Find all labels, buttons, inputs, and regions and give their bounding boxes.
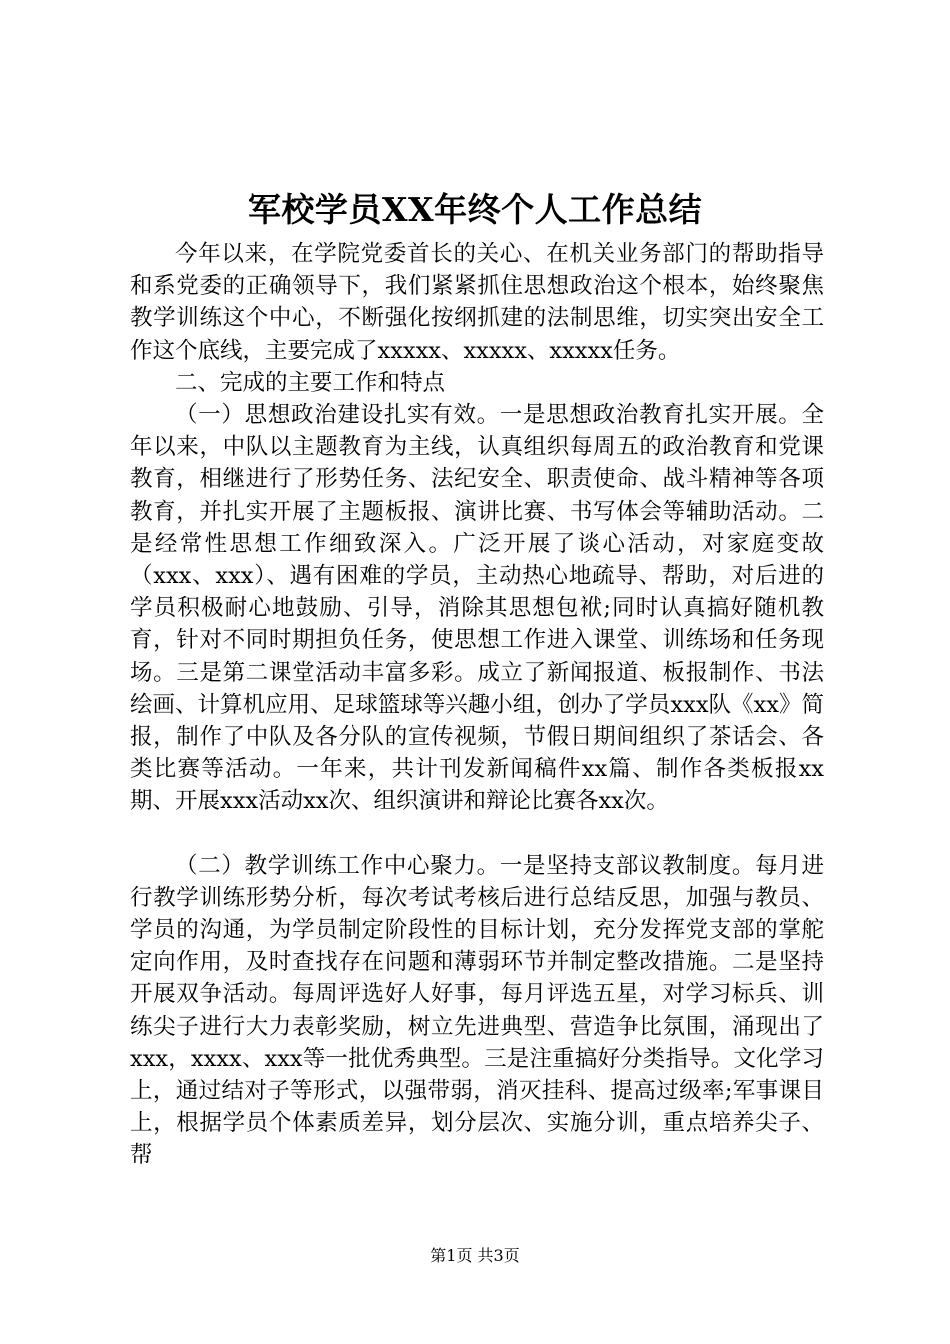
- page-footer: 第1页 共3页: [430, 1246, 520, 1265]
- section-heading: 二、完成的主要工作和特点: [175, 369, 446, 396]
- paragraph-training: （二）教学训练工作中心聚力。一是坚持支部议教制度。每月进行教学训练形势分析，每次考试考核后进行总结反思，加强与教员、学员的沟通，为学员制定阶段性的目标计划，充分发挥党支部的掌舵定向作用，及时查找存在问题和薄弱环节并制定整改措施。二是坚持开展双争活动。每周评选好人好事，每月评选五星，对学习标兵、训练尖子进行大力表彰奖励，树立先进典型、营造争比氛围，涌现出了xxx，xxxx、xxx等一批优秀典型。三是注重搞好分类指导。文化学习上，通过结对子等形式，以强带弱，消灭挂科、提高过级率;军事课目上，根据学员个体素质差异，划分层次、实施分训，重点培养尖子、帮: [130, 852, 824, 1169]
- document-title: 军校学员XX年终个人工作总结: [247, 190, 703, 229]
- document-body: [130, 238, 824, 1172]
- paragraph-intro: 今年以来，在学院党委首长的关心、在机关业务部门的帮助指导和系党委的正确领导下，我们紧紧抓住思想政治这个根本，始终聚焦教学训练这个中心，不断强化按纲抓建的法制思维，切实突出安全工作这个底线，主要完成了xxxxx、xxxxx、xxxxx任务。: [130, 241, 824, 364]
- paragraph-political: （一）思想政治建设扎实有效。一是思想政治教育扎实开展。全年以来，中队以主题教育为主线，认真组织每周五的政治教育和党课教育，相继进行了形势任务、法纪安全、职责使命、战斗精神等各项教育，并扎实开展了主题板报、演讲比赛、书写体会等辅助活动。二是经常性思想工作细致深入。广泛开展了谈心活动，对家庭变故（xxx、xxx）、遇有困难的学员，主动热心地疏导、帮助，对后进的学员积极耐心地鼓励、引导，消除其思想包袱;同时认真搞好随机教育，针对不同时期担负任务，使思想工作进入课堂、训练场和任务现场。三是第二课堂活动丰富多彩。成立了新闻报道、板报制作、书法绘画、计算机应用、足球篮球等兴趣小组，创办了学员xxx队《xx》简报，制作了中队及各分队的宣传视频，节假日期间组织了茶话会、各类比赛等活动。一年来，共计刊发新闻稿件xx篇、制作各类板报xx期、开展xxx活动xx次、组织演讲和辩论比赛各xx次。: [130, 402, 824, 815]
